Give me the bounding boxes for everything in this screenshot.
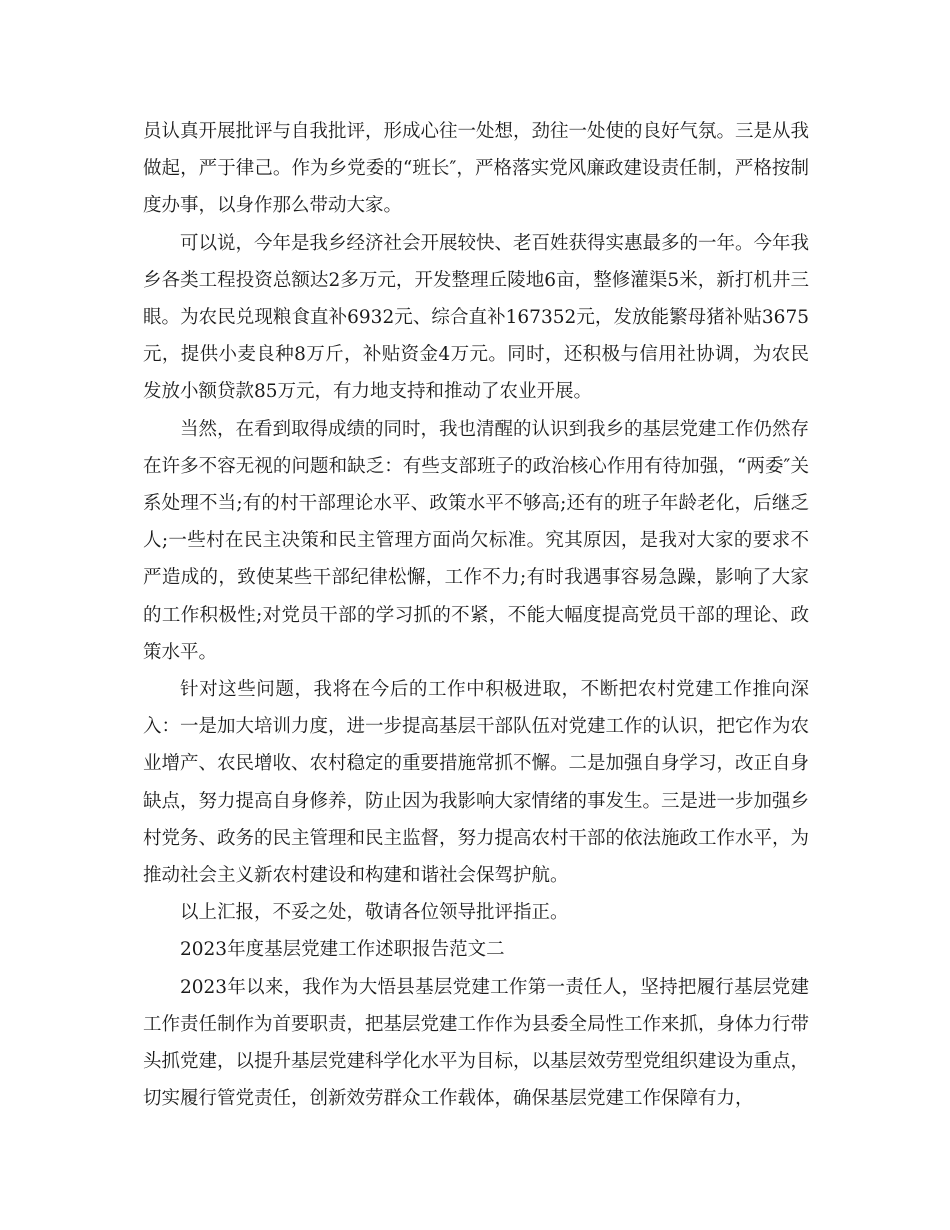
paragraph-measures: 针对这些问题，我将在今后的工作中积极进取，不断把农村党建工作推向深入：一是加大培训力度，进一步提高基层干部队伍对党建工作的认识，把它作为农业增产、农民增收、农村稳定的重要措施常抓不懈。二是加强自身学习，改正自身缺点，努力提高自身修养，防止因为我影响大家情绪的事发生。三是进一步加强乡村党务、政务的民主管理和民主监督，努力提高农村干部的依法施政工作水平，为推动社会主义新农村建设和构建和谐社会保驾护航。 [143,679,810,887]
paragraph-achievements: 可以说，今年是我乡经济社会开展较快、老百姓获得实惠最多的一年。今年我乡各类工程投资总额达2多万元，开发整理丘陵地6亩，整修灌渠5米，新打机井三眼。为农民兑现粮食直补6932元、综合直补167352元，发放能繁母猪补贴3675元，提供小麦良种8万斤，补贴资金4万元。同时，还积极与信用社协调，为农民发放小额贷款85万元，有力地支持和推动了农业开展。 [143,232,810,403]
paragraph-report-two-intro: 2023年以来，我作为大悟县基层党建工作第一责任人，坚持把履行基层党建工作责任制作为首要职责，把基层党建工作作为县委全局性工作来抓，身体力行带头抓党建，以提升基层党建科学化水平为目标，以基层效劳型党组织建设为重点，切实履行管党责任，创新效劳群众工作载体，确保基层党建工作保障有力， [143,976,810,1110]
paragraph-continuation: 员认真开展批评与自我批评，形成心往一处想，劲往一处使的良好气氛。三是从我做起，严于律己。作为乡党委的“班长″，严格落实党风廉政建设责任制，严格按制度办事，以身作那么带动大家。 [143,121,810,217]
section-title: 2023年度基层党建工作述职报告范文二 [180,939,505,961]
document-body [143,113,809,1117]
paragraph-problems: 当然，在看到取得成绩的同时，我也清醒的认识到我乡的基层党建工作仍然存在许多不容无视的问题和缺乏：有些支部班子的政治核心作用有待加强，“两委″关系处理不当;有的村干部理论水平、政策水平不够高;还有的班子年龄老化，后继乏人;一些村在民主决策和民主管理方面尚欠标准。究其原因，是我对大家的要求不严造成的，致使某些干部纪律松懈，工作不力;有时我遇事容易急躁，影响了大家的工作积极性;对党员干部的学习抓的不紧，不能大幅度提高党员干部的理论、政策水平。 [143,418,810,663]
paragraph-closing: 以上汇报，不妥之处，敬请各位领导批评指正。 [180,902,569,924]
